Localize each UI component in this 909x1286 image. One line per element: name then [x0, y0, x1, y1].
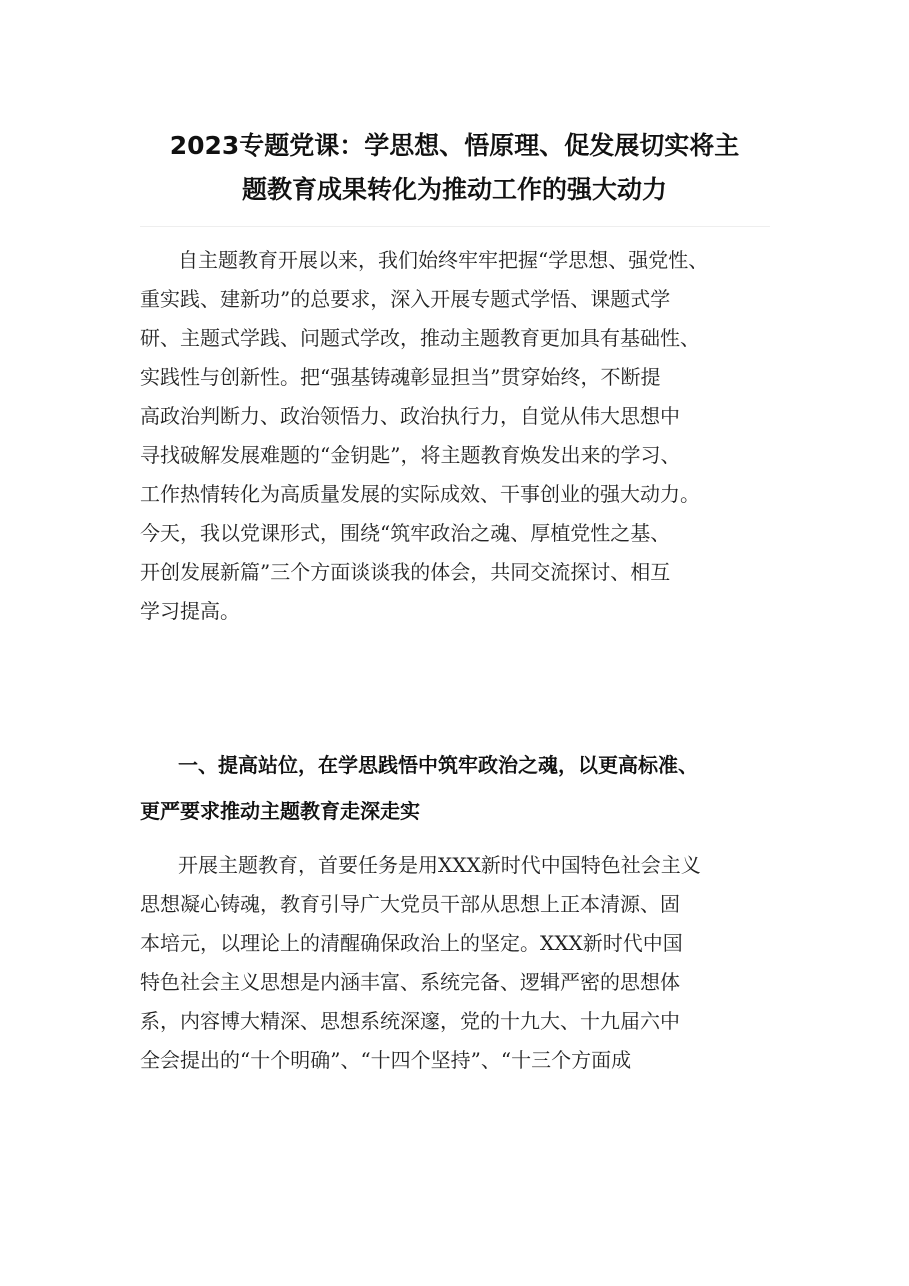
intro-paragraph	[140, 241, 800, 631]
heading-line: 更严要求推动主题教育走深走实	[140, 799, 420, 823]
paragraph-line: 开展主题教育，首要任务是用XXX新时代中国特色社会主义	[178, 853, 701, 877]
title-line: 2023专题党课：学思想、悟原理、促发展切实将主	[169, 131, 740, 160]
section-heading	[140, 742, 800, 834]
paragraph-line: 寻找破解发展难题的“金钥匙”，将主题教育焕发出来的学习、	[140, 443, 681, 467]
paragraph-line: 全会提出的“十个明确”、“十四个坚持”、“十三个方面成	[140, 1048, 632, 1072]
paragraph-line: 开创发展新篇”三个方面谈谈我的体会，共同交流探讨、相互	[140, 560, 671, 584]
document-title	[120, 124, 789, 212]
heading-line: 一、提高站位，在学思践悟中筑牢政治之魂，以更高标准、	[178, 753, 698, 777]
paragraph-line: 学习提高。	[140, 599, 240, 623]
paragraph-line: 自主题教育开展以来，我们始终牢牢把握“学思想、强党性、	[178, 248, 709, 272]
paragraph-line: 思想凝心铸魂，教育引导广大党员干部从思想上正本清源、固	[140, 892, 680, 916]
paragraph-line: 实践性与创新性。把“强基铸魂彰显担当”贯穿始终，不断提	[140, 365, 661, 389]
paragraph-line: 重实践、建新功”的总要求，深入开展专题式学悟、课题式学	[140, 287, 671, 311]
paragraph-line: 高政治判断力、政治领悟力、政治执行力，自觉从伟大思想中	[140, 404, 680, 428]
paragraph-line: 工作热情转化为高质量发展的实际成效、干事创业的强大动力。	[140, 482, 700, 506]
section-paragraph	[140, 846, 800, 1080]
paragraph-line: 本培元，以理论上的清醒确保政治上的坚定。XXX新时代中国	[140, 931, 683, 955]
title-line: 题教育成果转化为推动工作的强大动力	[241, 175, 667, 204]
title-divider	[140, 226, 770, 227]
paragraph-line: 系，内容博大精深、思想系统深邃，党的十九大、十九届六中	[140, 1009, 680, 1033]
paragraph-line: 研、主题式学践、问题式学改，推动主题教育更加具有基础性、	[140, 326, 700, 350]
paragraph-line: 今天，我以党课形式，围绕“筑牢政治之魂、厚植党性之基、	[140, 521, 671, 545]
paragraph-line: 特色社会主义思想是内涵丰富、系统完备、逻辑严密的思想体	[140, 970, 680, 994]
